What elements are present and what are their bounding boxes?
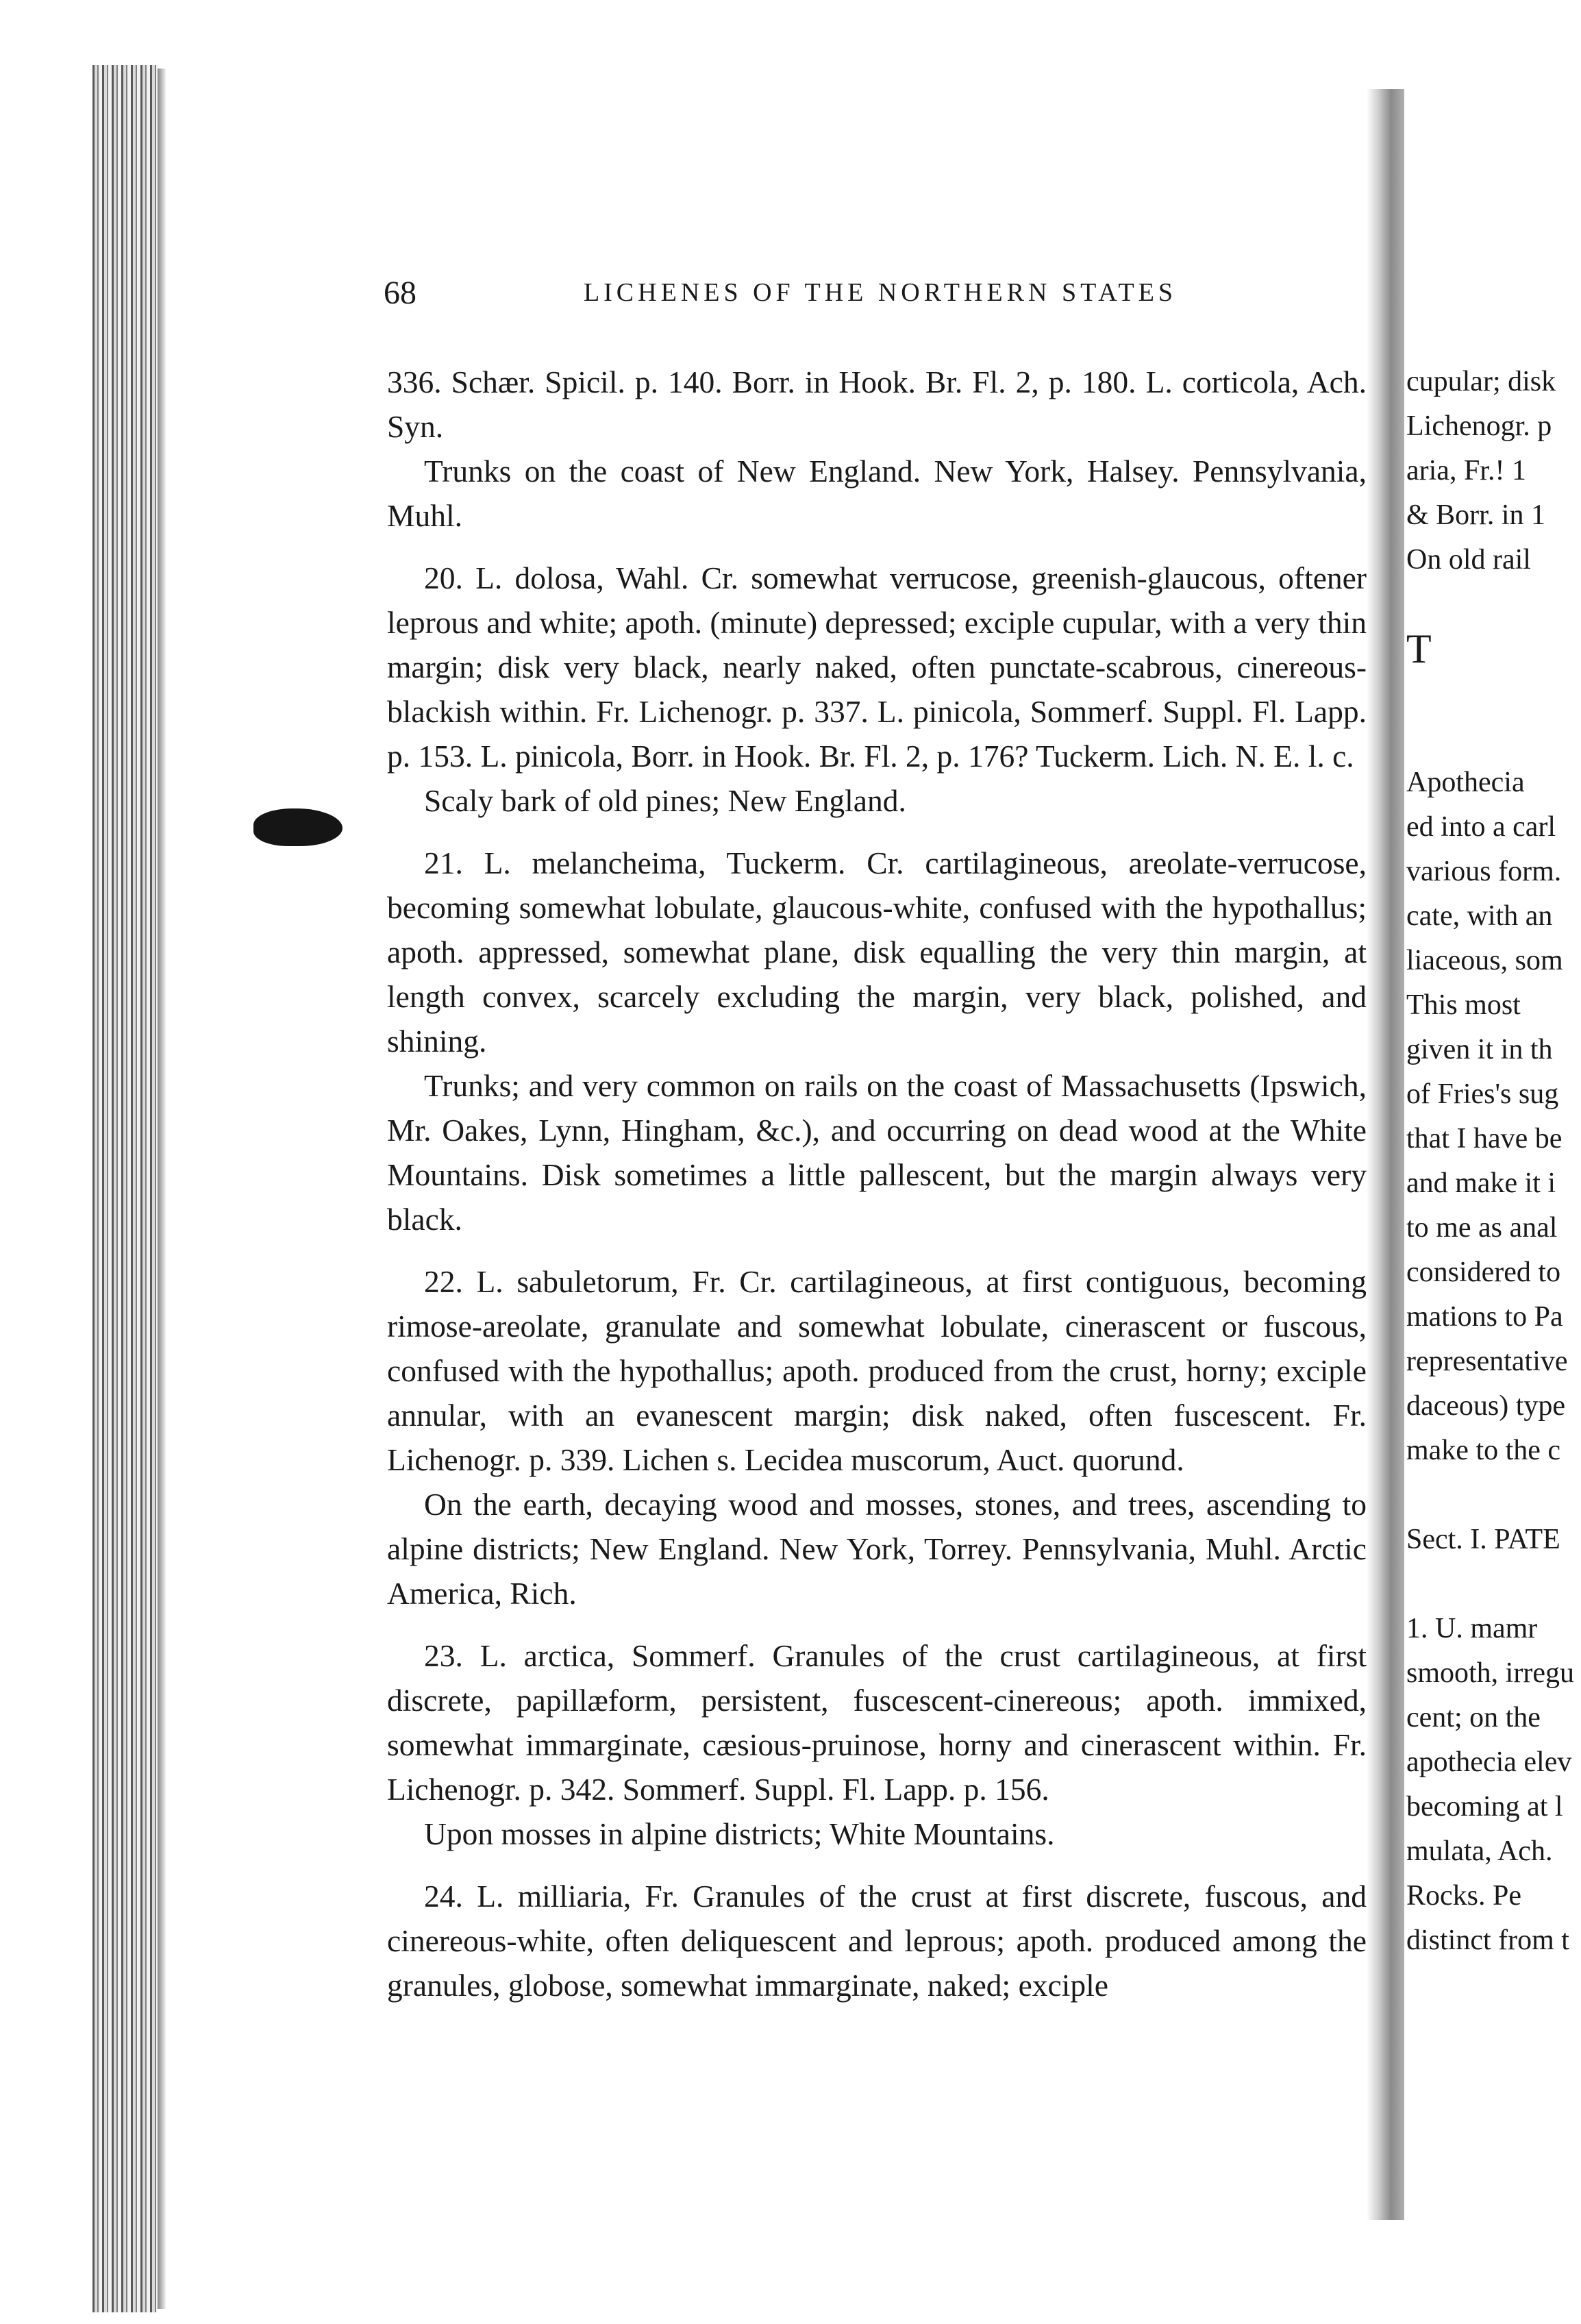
facing-line: representative (1406, 1346, 1568, 1377)
facing-line: apothecia elev (1406, 1746, 1572, 1778)
facing-line: distinct from t (1406, 1925, 1569, 1956)
facing-line: This most (1406, 989, 1521, 1021)
habitat-paragraph: Trunks on the coast of New England. New York, Halsey. Pennsylvania, Muhl. (387, 454, 1367, 533)
facing-line: On old rail (1406, 544, 1531, 576)
habitat-paragraph: On the earth, decaying wood and mosses, stones, and trees, ascending to alpine districts; New England. New York, Torrey. Pennsylvania, Muhl. Arctic America, Rich. (387, 1487, 1367, 1611)
facing-line: to me as anal (1406, 1212, 1558, 1244)
facing-line: that I have be (1406, 1123, 1563, 1154)
facing-line: ed into a carl (1406, 811, 1556, 843)
facing-line: cupular; disk (1406, 366, 1556, 397)
main-text-column (387, 360, 1367, 2007)
facing-line (1406, 671, 1581, 716)
paragraph: 336. Schær. Spicil. p. 140. Borr. in Hook. Br. Fl. 2, p. 180. L. corticola, Ach. Syn. (387, 364, 1367, 444)
facing-line (1406, 716, 1581, 761)
facing-line: T (1406, 626, 1432, 671)
habitat-paragraph: Scaly bark of old pines; New England. (424, 783, 906, 818)
page-edge (158, 69, 166, 2309)
facing-line: mations to Pa (1406, 1301, 1563, 1333)
facing-line: smooth, irregu (1406, 1657, 1574, 1689)
facing-line: liaceous, som (1406, 945, 1563, 976)
facing-line (1406, 1562, 1581, 1607)
facing-line (1406, 1473, 1581, 1518)
facing-page-fragment (1406, 360, 1581, 1963)
running-head: LICHENES OF THE NORTHERN STATES (583, 278, 1178, 307)
facing-line: cent; on the (1406, 1702, 1541, 1733)
page-number: 68 (384, 275, 416, 311)
facing-line: Sect. I. PATE (1406, 1524, 1560, 1555)
habitat-paragraph: Upon mosses in alpine districts; White Mountains. (424, 1816, 1055, 1851)
facing-line: of Fries's sug (1406, 1078, 1559, 1110)
species-paragraph: 20. L. dolosa, Wahl. Cr. somewhat verrucose, greenish-glaucous, oftener leprous and white; apoth. (minute) depressed; exciple cupular, with a very thin margin; disk very black, nearly naked, often punctate-scabrous, cinereous-blackish within. Fr. Lichenogr. p. 337. L. pinicola, Sommerf. Suppl. Fl. Lapp. p. 153. L. pinicola, Borr. in Hook. Br. Fl. 2, p. 176? Tuckerm. Lich. N. E. l. c. (387, 560, 1367, 774)
facing-line: Lichenogr. p (1406, 410, 1552, 442)
facing-line: mulata, Ach. (1406, 1835, 1553, 1867)
facing-line: cate, with an (1406, 900, 1553, 932)
facing-line: Rocks. Pe (1406, 1880, 1521, 1912)
book-gutter (1367, 89, 1404, 2220)
facing-line: various form. (1406, 856, 1562, 887)
ink-blot (253, 808, 343, 846)
species-paragraph: 21. L. melancheima, Tuckerm. Cr. cartilagineous, areolate-verrucose, becoming somewhat lobulate, glaucous-white, confused with the hypothallus; apoth. appressed, somewhat plane, disk equalling the very thin margin, at length convex, scarcely excluding the margin, very black, polished, and shining. (387, 845, 1367, 1059)
facing-line (1406, 582, 1581, 627)
facing-line: daceous) type (1406, 1390, 1566, 1422)
species-paragraph: 22. L. sabuletorum, Fr. Cr. cartilagineous, at first contiguous, becoming rimose-areolate, granulate and somewhat lobulate, cinerascent or fuscous, confused with the hypothallus; apoth. produced from the crust, horny; exciple annular, with an evanescent margin; disk naked, often fuscescent. Fr. Lichenogr. p. 339. Lichen s. Lecidea muscorum, Auct. quorund. (387, 1264, 1367, 1477)
species-paragraph: 23. L. arctica, Sommerf. Granules of the crust cartilagineous, at first discrete, papillæform, persistent, fuscescent-cinereous; apoth. immixed, somewhat immarginate, cæsious-pruinose, horny and cinerascent within. Fr. Lichenogr. p. 342. Sommerf. Suppl. Fl. Lapp. p. 156. (387, 1638, 1367, 1807)
facing-line: considered to (1406, 1257, 1561, 1288)
book-binding (92, 65, 158, 2312)
facing-line: given it in th (1406, 1034, 1553, 1065)
facing-line: becoming at l (1406, 1791, 1563, 1822)
facing-line: & Borr. in 1 (1406, 499, 1546, 531)
facing-line: and make it i (1406, 1167, 1556, 1199)
facing-line: 1. U. mamr (1406, 1613, 1538, 1644)
habitat-paragraph: Trunks; and very common on rails on the coast of Massachusetts (Ipswich, Mr. Oakes, Lynn, Hingham, &c.), and occurring on dead wood at the White Mountains. Disk sometimes a little pallescent, but the margin always very black. (387, 1068, 1367, 1237)
facing-line: Apothecia (1406, 767, 1525, 798)
facing-line: aria, Fr.! 1 (1406, 455, 1526, 486)
species-paragraph: 24. L. milliaria, Fr. Granules of the crust at first discrete, fuscous, and cinereous-white, often deliquescent and leprous; apoth. produced among the granules, globose, somewhat immarginate, naked; exciple (387, 1879, 1367, 2003)
facing-line: make to the c (1406, 1435, 1561, 1466)
